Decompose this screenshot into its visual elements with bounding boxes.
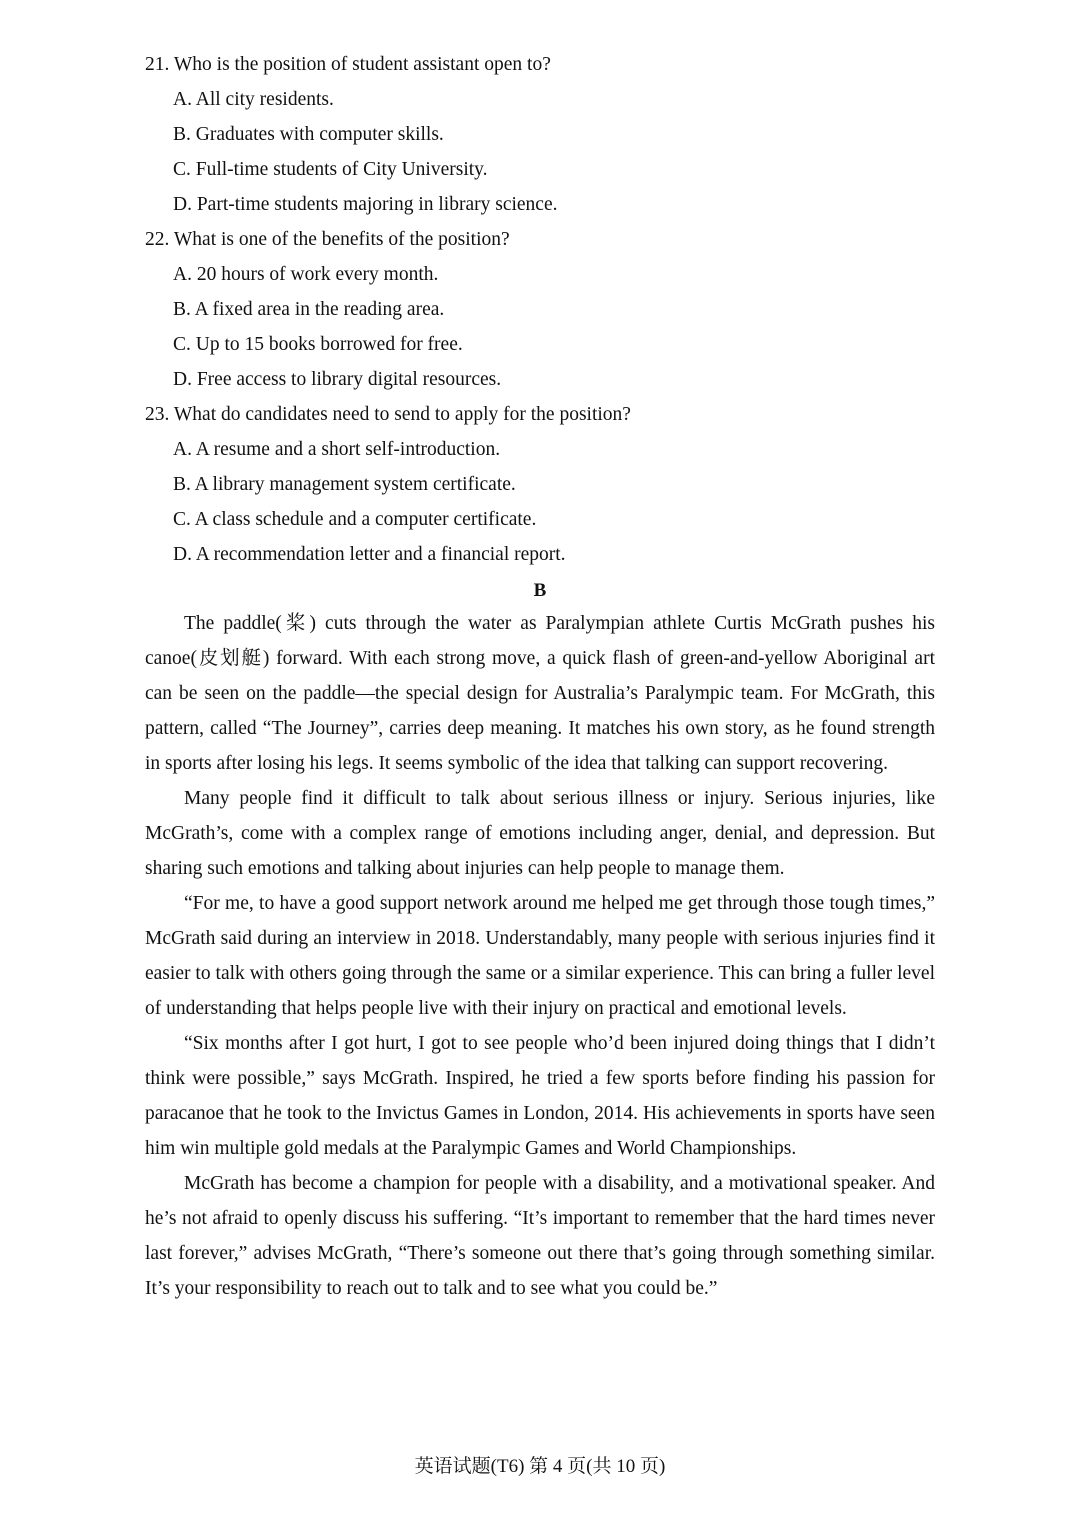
- passage-paragraph-1: The paddle(桨) cuts through the water as Paralympian athlete Curtis McGrath pushes his canoe(皮划艇) forward. With each strong move, a quick flash of green-and-yellow Aboriginal art can be seen on the paddle—the special design for Australia’s Paralympic team. For McGrath, this pattern, called “The Journey”, carries deep meaning. It matches his own story, as he found strength in sports after losing his legs. It seems symbolic of the idea that talking can support recovering.: [145, 613, 935, 774]
- page-footer: 英语试题(T6) 第 4 页(共 10 页): [414, 1456, 666, 1477]
- passage-paragraph-2: Many people find it difficult to talk about serious illness or injury. Serious injuries, like McGrath’s, come with a complex range of emotions including anger, denial, and depression. But sharing such emotions and talking about injuries can help people to manage them.: [145, 788, 935, 879]
- section-b-passage: [145, 606, 935, 1306]
- question-21-option-b: B. Graduates with computer skills.: [173, 124, 444, 145]
- passage-paragraph-3: “For me, to have a good support network around me helped me get through those tough times,” McGrath said during an interview in 2018. Understandably, many people with serious injuries find it easier to talk with others going through the same or a similar experience. This can bring a fuller level of understanding that helps people live with their injury on practical and emotional levels.: [145, 893, 935, 1019]
- question-21-option-c: C. Full-time students of City University.: [173, 159, 488, 180]
- question-23-option-a: A. A resume and a short self-introduction.: [173, 439, 501, 460]
- question-22-option-b: B. A fixed area in the reading area.: [173, 299, 445, 320]
- passage-paragraph-4: “Six months after I got hurt, I got to see people who’d been injured doing things that I didn’t think were possible,” says McGrath. Inspired, he tried a few sports before finding his passion for paracanoe that he took to the Invictus Games in London, 2014. His achievements in sports have seen him win multiple gold medals at the Paralympic Games and World Championships.: [145, 1033, 935, 1159]
- question-23-option-c: C. A class schedule and a computer certificate.: [173, 509, 537, 530]
- question-22-option-c: C. Up to 15 books borrowed for free.: [173, 334, 463, 355]
- question-22-option-d: D. Free access to library digital resources.: [173, 369, 502, 390]
- question-21-option-d: D. Part-time students majoring in library science.: [173, 194, 558, 215]
- question-21-stem: 21. Who is the position of student assistant open to?: [145, 54, 551, 75]
- question-23-stem: 23. What do candidates need to send to apply for the position?: [145, 404, 631, 425]
- question-23-option-b: B. A library management system certificate.: [173, 474, 516, 495]
- question-22-option-a: A. 20 hours of work every month.: [173, 264, 439, 285]
- question-23-option-d: D. A recommendation letter and a financial report.: [173, 544, 566, 565]
- section-b-title: B: [533, 580, 547, 601]
- question-21-option-a: A. All city residents.: [173, 89, 334, 110]
- passage-paragraph-5: McGrath has become a champion for people with a disability, and a motivational speaker. And he’s not afraid to openly discuss his suffering. “It’s important to remember that the hard times never last forever,” advises McGrath, “There’s someone out there that’s going through something similar. It’s your responsibility to reach out to talk and to see what you could be.”: [145, 1173, 935, 1299]
- question-22-stem: 22. What is one of the benefits of the position?: [145, 229, 510, 250]
